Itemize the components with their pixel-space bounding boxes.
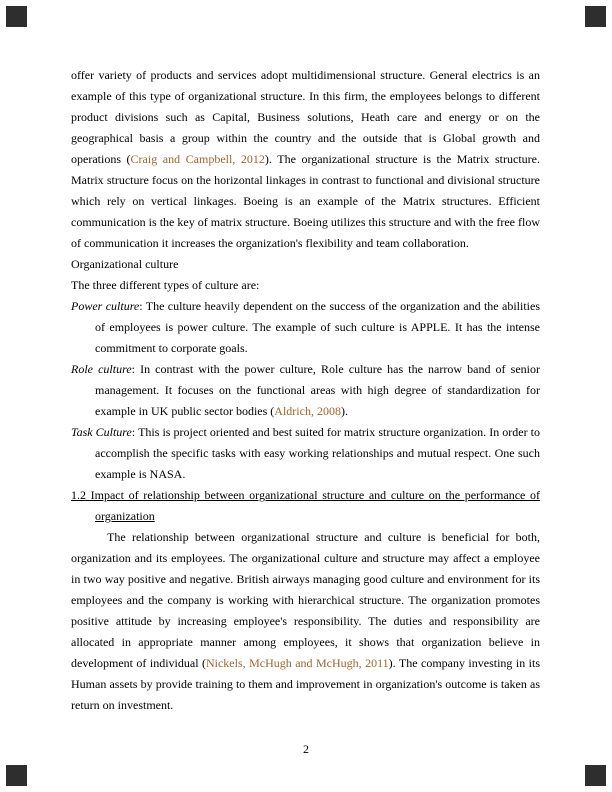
citation-text: Aldrich, 2008 <box>274 404 341 418</box>
citation-text: Nickels, McHugh and McHugh, 2011 <box>205 656 389 670</box>
text-segment: : This is project oriented and best suited for matrix structure organization. In order to accomplish the specific tasks with easy working relationships and mutual respect. One such example is NASA. <box>95 425 540 481</box>
corner-mark-top-left <box>6 6 27 27</box>
term-label: Power culture <box>71 299 140 313</box>
para-relationship-impact <box>71 527 540 716</box>
text-segment: offer variety of products and services adopt multidimensional structure. General electrics is an example of this type of organizational structure. In this firm, the employees belongs to different product divisions such as Capital, Business solutions, Heath care and energy or on the geographical basis a group within the country and the outside that is Global growth and operations ( <box>71 68 540 166</box>
text-segment: ). <box>340 404 348 418</box>
text-segment: The relationship between organizational structure and culture is beneficial for both, organization and its employees. The organizational culture and structure may affect a employee in two way positive and negative. British airways managing good culture and environment for its employees and the company is working with hierarchical structure. The organization promotes positive attitude by increasing employee's responsibility. The duties and responsibility are allocated in appropriate manner among employees, it shows that organization believe in development of individual ( <box>71 530 540 670</box>
text-segment: : The culture heavily dependent on the success of the organization and the abilities of employees is power culture. The example of such culture is APPLE. It has the intense commitment to corporate goals. <box>95 299 541 355</box>
para-task-culture <box>71 422 540 485</box>
term-label: Role culture <box>71 362 132 376</box>
term-label: Task Culture <box>71 425 132 439</box>
text-segment: 1.2 Impact of relationship between organizational structure and culture on the performance of organization <box>71 488 540 523</box>
text-segment: ). The company investing in its Human assets by provide training to them and improvement in organization's outcome is taken as return on investment. <box>71 656 540 712</box>
text-segment: : In contrast with the power culture, Role culture has the narrow band of senior management. It focuses on the functional areas with high degree of standardization for example in UK public sector bodies ( <box>95 362 540 418</box>
text-segment: ). The organizational structure is the Matrix structure. Matrix structure focus on the horizontal linkages in contrast to functional and divisional structure which rely on vertical linkages. Boeing is an example of the Matrix structures. Efficient communication is the key of matrix structure. Boeing utilizes this structure and with the free flow of communication it increases the organization's flexibility and team collaboration. <box>71 152 540 250</box>
citation-text: Craig and Campbell, 2012 <box>130 152 265 166</box>
line-culture-types-intro <box>71 275 540 296</box>
corner-mark-top-right <box>585 6 606 27</box>
page-number: 2 <box>303 742 309 756</box>
document-body <box>71 65 540 716</box>
para-power-culture <box>71 296 540 359</box>
para-role-culture <box>71 359 540 422</box>
text-segment: The three different types of culture are: <box>71 278 260 292</box>
para-multidimensional-matrix <box>71 65 540 254</box>
heading-1-2-impact <box>71 485 540 527</box>
line-organizational-culture <box>71 254 540 275</box>
corner-mark-bottom-right <box>585 765 606 786</box>
corner-mark-bottom-left <box>6 765 27 786</box>
text-segment: Organizational culture <box>71 257 179 271</box>
